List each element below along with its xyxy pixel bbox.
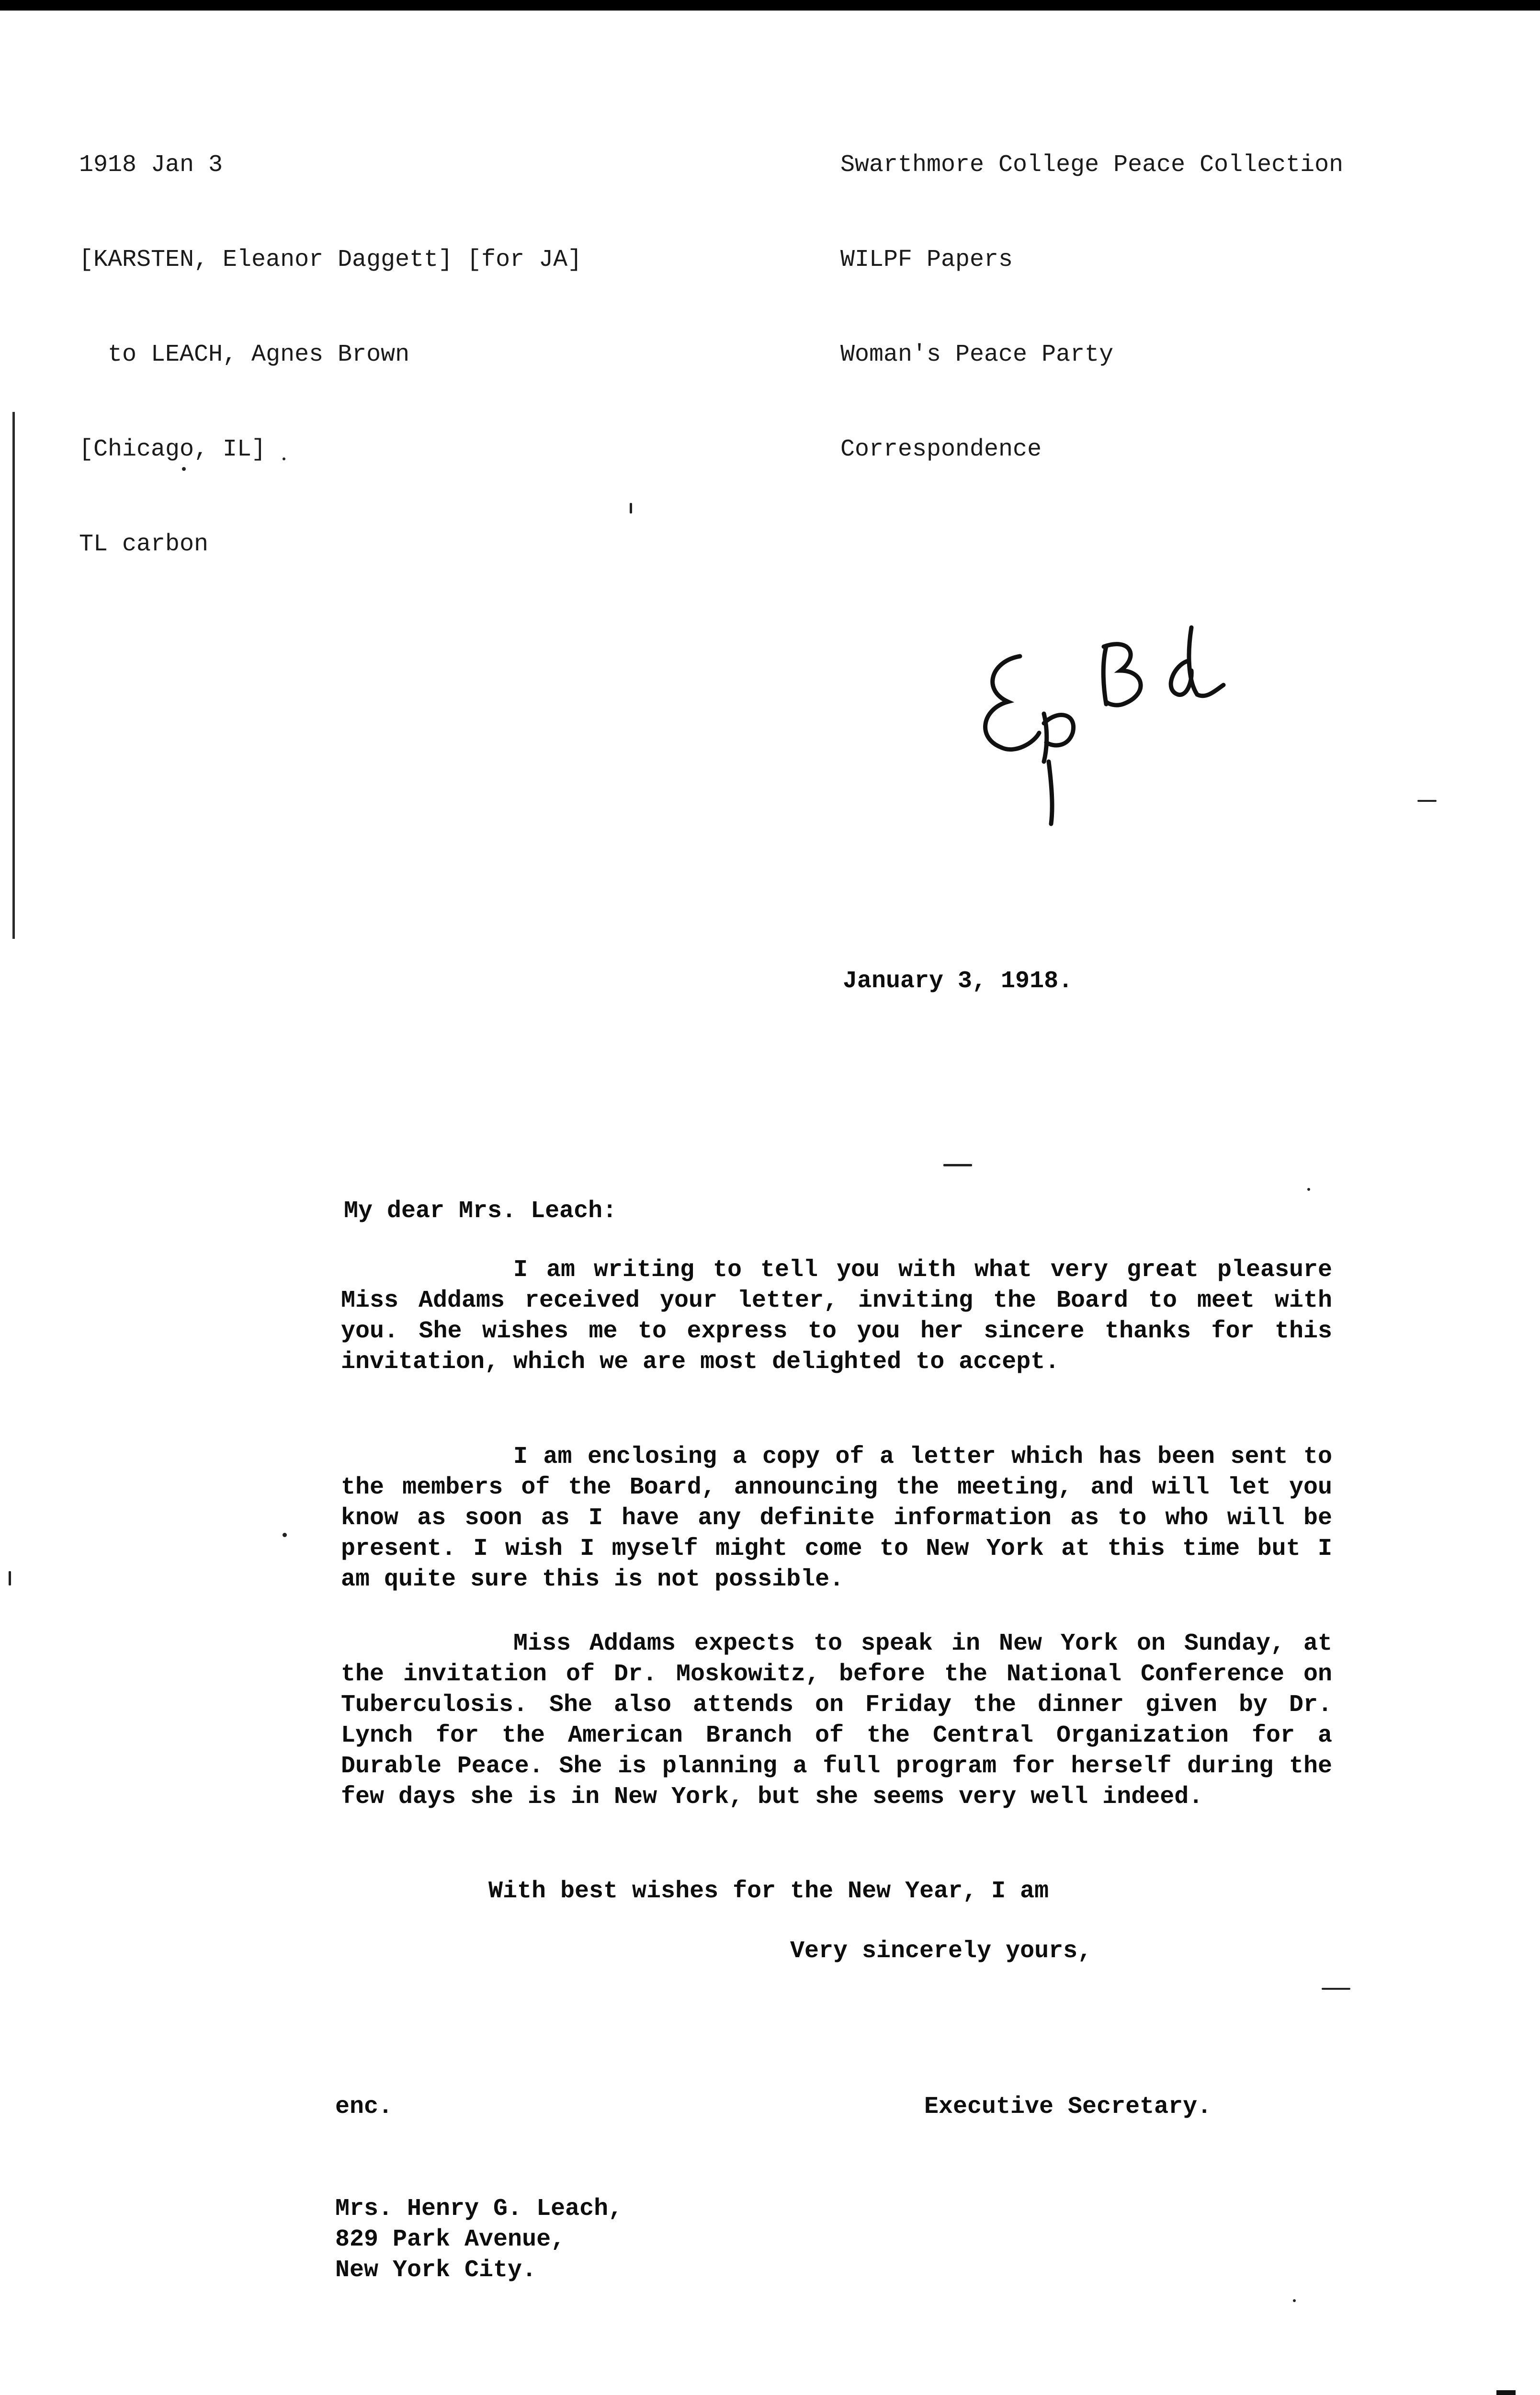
- scan-top-border: [0, 0, 1540, 11]
- scan-speckle: [182, 467, 186, 471]
- collection-papers: WILPF Papers: [840, 246, 1013, 274]
- scan-speckle: [9, 1571, 11, 1585]
- scan-speckle: [943, 1164, 972, 1166]
- collection-name: Swarthmore College Peace Collection: [840, 151, 1344, 179]
- address-city: New York City.: [335, 2257, 537, 2284]
- archive-citation-right: [840, 86, 1343, 497]
- scan-speckle: [1417, 800, 1437, 802]
- scan-speckle: [1293, 2299, 1296, 2302]
- scan-speckle: [283, 457, 285, 460]
- letter-paragraph-2: I am enclosing a copy of a letter which has been sent to the members of the Board, announcing the meeting, and will let you know as soon as I have any definite information as to who will be present. I wish I myself might come to New York at this time but I am quite sure this is not possible.: [341, 1443, 1332, 1593]
- scan-bottom-noise: [0, 2385, 1540, 2395]
- archive-citation-left: [79, 86, 582, 592]
- scan-speckle: [1322, 1988, 1350, 1990]
- recipient-address: [335, 2194, 623, 2286]
- letter-salutation: My dear Mrs. Leach:: [344, 1198, 617, 1225]
- citation-place: [Chicago, IL]: [79, 436, 266, 463]
- signature-title: Executive Secretary.: [924, 2093, 1212, 2121]
- citation-author: [KARSTEN, Eleanor Daggett] [for JA]: [79, 246, 582, 274]
- citation-format: TL carbon: [79, 531, 209, 558]
- letter-paragraph-3: Miss Addams expects to speak in New York on Sunday, at the invitation of Dr. Moskowitz, before the National Conference on Tuberculosis. She also attends on Friday the dinner given by Dr. Lynch for the American Branch of the Central Organization for a Durable Peace. She is planning a full program for herself during the few days she is in New York, but she seems very well indeed.: [341, 1630, 1332, 1811]
- citation-date: 1918 Jan 3: [79, 151, 223, 179]
- letter-date: January 3, 1918.: [843, 968, 1073, 995]
- letter-closing-wishes: With best wishes for the New Year, I am: [488, 1878, 1049, 1905]
- scan-speckle: [283, 1533, 287, 1537]
- citation-recipient: to LEACH, Agnes Brown: [79, 341, 410, 368]
- collection-series: Woman's Peace Party: [840, 341, 1114, 368]
- scan-speckle: [1307, 1188, 1310, 1191]
- address-name: Mrs. Henry G. Leach,: [335, 2195, 623, 2223]
- handwritten-annotation: [962, 618, 1231, 829]
- scan-edge-mark: [12, 412, 15, 939]
- collection-subseries: Correspondence: [840, 436, 1042, 463]
- letter-valediction: Very sincerely yours,: [790, 1938, 1092, 1965]
- address-street: 829 Park Avenue,: [335, 2226, 566, 2253]
- enclosure-note: enc.: [335, 2093, 393, 2121]
- letter-paragraph-1: I am writing to tell you with what very great pleasure Miss Addams received your letter, inviting the Board to meet with you. She wishes me to express to you her sincere thanks for this invitation, which we are most delighted to accept.: [341, 1256, 1332, 1376]
- scan-speckle: [630, 503, 632, 513]
